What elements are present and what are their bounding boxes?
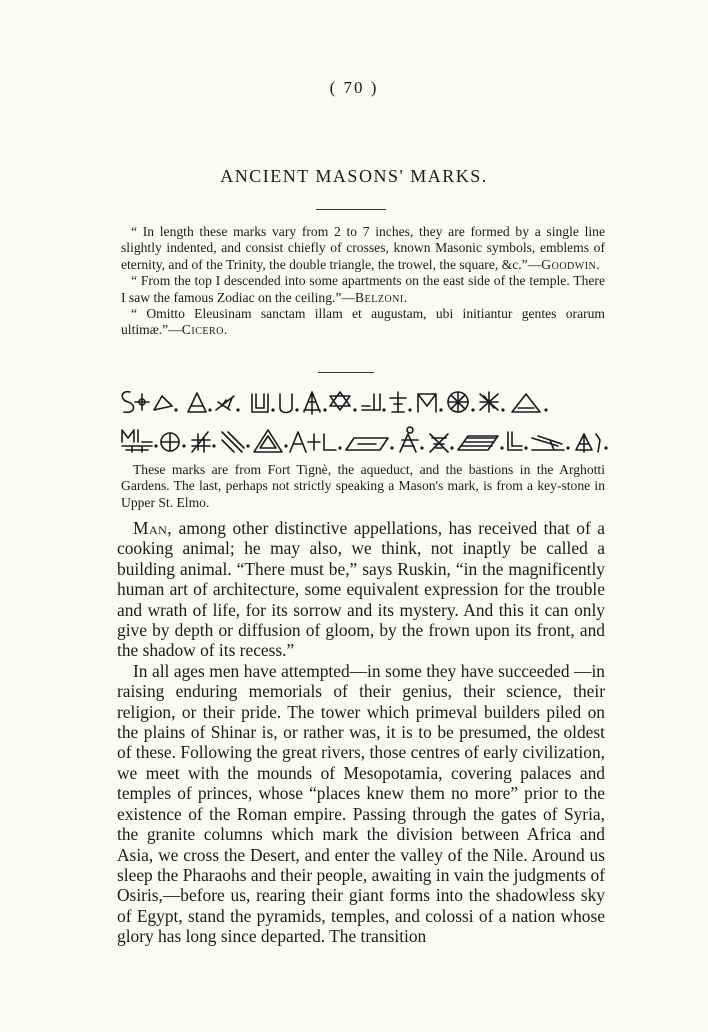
mark-hash-triangle [192,432,215,452]
mark-star-cross [480,392,504,412]
mark-cross-t [390,392,411,412]
mark-trowel [216,396,239,411]
mark-trowel-long [346,438,393,450]
mark-x-hatched [430,434,453,452]
page-number: ( 70 ) [329,78,379,97]
mark-ruled-parallelogram [458,436,503,450]
quote-cicero: “ Omitto Eleusinam sanctam illam et augustam, ubi initiantur gentes orarum ultimæ.”—Cicero. [121,306,605,338]
illustration-caption: These marks are from Fort Tignè, the aqueduct, and the bastions in the Arghotti Gardens. The last, perhaps not strictly speaking a Mason's mark, is from a key-stone in Upper St. Elmo. [121,462,605,510]
mark-arrow-a [304,392,326,414]
epigraph-quotes [121,224,605,339]
mark-triangle [512,394,547,412]
quote-source: Cicero. [181,322,228,338]
mark-line-arrow [532,436,569,450]
mark-a-hash [400,427,423,452]
paragraph-lead: Man, [133,518,173,538]
quote-source: Goodwin. [541,256,601,272]
quote-source: Belzoni. [355,289,408,305]
mark-m-box [418,394,442,412]
mark-u [280,394,298,413]
body-text [117,518,605,947]
mark-circle-cross [448,392,474,412]
mark-slashes [222,432,249,452]
mark-circle-plus [161,433,185,451]
mark-u-square [252,394,274,412]
mark-j-bar [362,394,385,411]
mark-a-plus-l [290,432,341,452]
mark-double-triangle [330,392,356,411]
mark-m-grid [122,430,157,452]
quote-goodwin: “ In length these marks vary from 2 to 7 inches, they are formed by a single line slightly indented, and consist chiefly of crosses, known Masonic symbols, emblems of eternity, and of the Trinity, the double triangle, the trowel, the square, &c.”—Goodwin. [121,224,605,272]
mark-s-cross [122,392,177,413]
divider-rule [318,372,374,373]
mark-l-square [508,432,527,450]
mark-nested-triangle [254,430,287,452]
paragraph: Man, among other distinctive appellations, has received that of a cooking animal; he may also, we think, not inaptly be called a building animal. “There must be,” says Ruskin, “in the magnificently human art of architecture, some equivalent expression for the trouble and wrath of life, for its sorrow and its mystery. And this it can only give by depth or diffusion of gloom, by the frown upon its front, and the shadow of its recess.” [117,518,605,661]
quote-belzoni: “ From the top I descended into some apartments on the east side of the temple. There I saw the famous Zodiac on the ceiling.”—Belzoni. [121,273,605,305]
page-title: ANCIENT MASONS' MARKS. [220,166,488,186]
mark-triangle-a [188,393,211,412]
paragraph: In all ages men have attempted—in some they have succeeded —in raising enduring memorials of their genius, their science, their religion, or their pride. The tower which primeval builders piled on the plains of Shinar is, or rather was, it is to be presumed, the oldest of these. Following the great rivers, those centres of early civilization, we meet with the mounds of Mesopotamia, covering palaces and temples of princes, whose “places knew them no more” prior to the existence of the Roman empire. Passing through the gates of Syria, the granite columns which mark the division between Africa and Asia, we cross the Desert, and enter the valley of the Nile. Around us sleep the Pharaohs and their people, awaiting in vain the judgments of Osiris,—before us, rearing their giant forms into the shadowless sky of Egypt, stand the pyramids, temples, and colossi of a nation whose glory has long since departed. The transition [117,660,605,947]
divider-rule [316,209,386,210]
masons-marks-illustration [118,380,608,460]
mark-keystone [576,434,607,452]
